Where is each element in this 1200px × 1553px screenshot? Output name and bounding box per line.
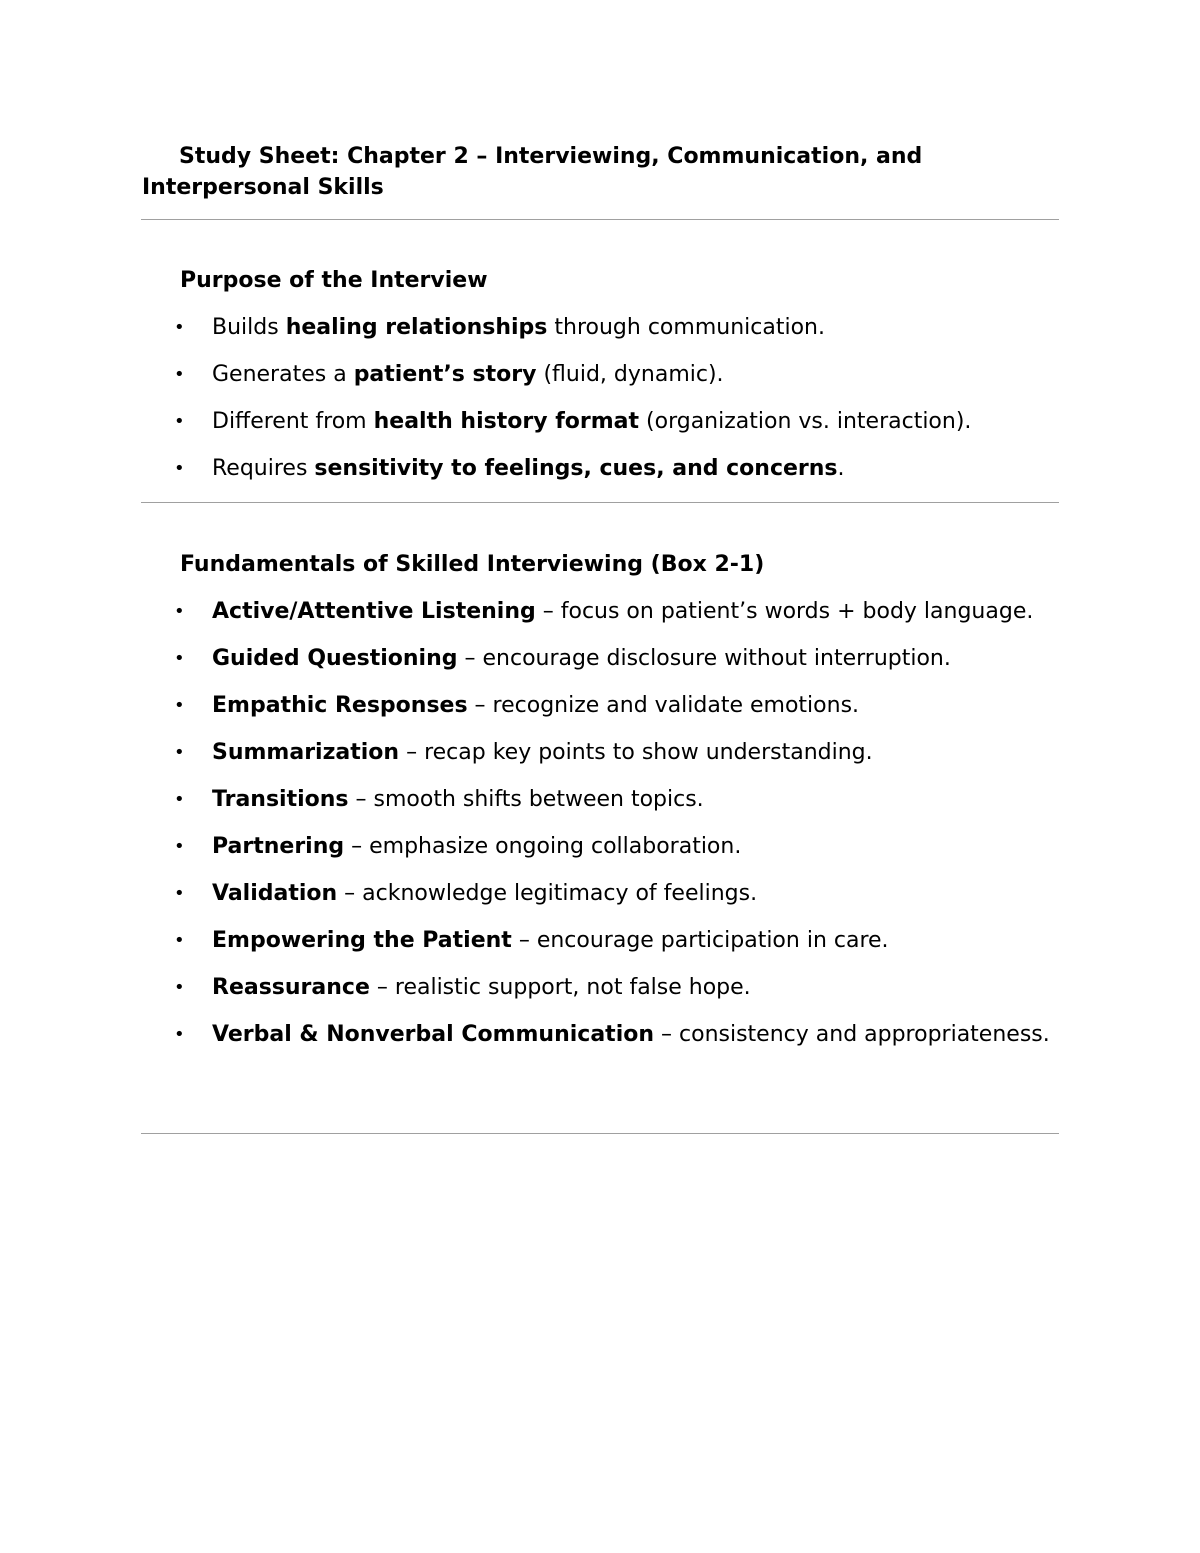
list-item bbox=[0, 359, 1200, 391]
item-suffix: – acknowledge legitimacy of feelings. bbox=[337, 881, 758, 906]
list-item bbox=[0, 453, 1200, 485]
list-item bbox=[0, 690, 1200, 722]
section-heading-fundamentals: Fundamentals of Skilled Interviewing (Box 2-1) bbox=[180, 552, 765, 577]
item-term: Reassurance bbox=[212, 975, 370, 1000]
bullet-icon: • bbox=[174, 1024, 185, 1045]
bullet-icon: • bbox=[174, 977, 185, 998]
list-item bbox=[0, 1019, 1200, 1051]
item-suffix: – consistency and appropriateness. bbox=[654, 1022, 1050, 1047]
list-item bbox=[0, 784, 1200, 816]
list-item bbox=[0, 878, 1200, 910]
item-term: Validation bbox=[212, 881, 338, 906]
item-term: Guided Questioning bbox=[212, 646, 458, 671]
bullet-icon: • bbox=[174, 930, 185, 951]
bullet-icon: • bbox=[174, 742, 185, 763]
item-term: Active/Attentive Listening bbox=[212, 599, 536, 624]
item-suffix: – emphasize ongoing collaboration. bbox=[344, 834, 742, 859]
bullet-icon: • bbox=[174, 458, 185, 479]
fundamentals-list bbox=[0, 596, 1200, 1066]
bullet-icon: • bbox=[174, 836, 185, 857]
list-item bbox=[0, 831, 1200, 863]
list-item bbox=[0, 312, 1200, 344]
divider bbox=[141, 502, 1059, 503]
item-term: Transitions bbox=[212, 787, 349, 812]
item-prefix: Different from bbox=[212, 409, 374, 434]
list-item bbox=[0, 406, 1200, 438]
item-term: patient’s story bbox=[353, 362, 537, 387]
bullet-icon: • bbox=[174, 789, 185, 810]
list-item bbox=[0, 925, 1200, 957]
list-item bbox=[0, 643, 1200, 675]
item-suffix: – focus on patient’s words + body language. bbox=[535, 599, 1034, 624]
bullet-icon: • bbox=[174, 411, 185, 432]
item-suffix: – smooth shifts between topics. bbox=[348, 787, 704, 812]
bullet-icon: • bbox=[174, 695, 185, 716]
bullet-icon: • bbox=[174, 317, 185, 338]
item-suffix: – realistic support, not false hope. bbox=[369, 975, 751, 1000]
item-term: Summarization bbox=[212, 740, 400, 765]
bullet-icon: • bbox=[174, 364, 185, 385]
item-suffix: (fluid, dynamic). bbox=[536, 362, 724, 387]
page-title: Study Sheet: Chapter 2 – Interviewing, Communication, and Interpersonal Skills bbox=[142, 144, 923, 200]
item-term: Empathic Responses bbox=[212, 693, 468, 718]
item-suffix: – recap key points to show understanding. bbox=[399, 740, 873, 765]
bullet-icon: • bbox=[174, 601, 185, 622]
item-term: Partnering bbox=[212, 834, 345, 859]
divider bbox=[141, 1133, 1059, 1134]
item-prefix: Requires bbox=[212, 456, 315, 481]
purpose-list bbox=[0, 312, 1200, 500]
item-suffix: – encourage disclosure without interruption. bbox=[457, 646, 951, 671]
bullet-icon: • bbox=[174, 883, 185, 904]
item-suffix: (organization vs. interaction). bbox=[639, 409, 972, 434]
item-term: health history format bbox=[373, 409, 640, 434]
item-suffix: – encourage participation in care. bbox=[511, 928, 889, 953]
item-prefix: Builds bbox=[212, 315, 286, 340]
item-term: sensitivity to feelings, cues, and concerns bbox=[314, 456, 838, 481]
item-suffix: . bbox=[837, 456, 845, 481]
item-term: healing relationships bbox=[285, 315, 548, 340]
item-term: Empowering the Patient bbox=[212, 928, 512, 953]
item-suffix: – recognize and validate emotions. bbox=[467, 693, 860, 718]
divider bbox=[141, 219, 1059, 220]
list-item bbox=[0, 737, 1200, 769]
item-prefix: Generates a bbox=[212, 362, 354, 387]
section-heading-purpose: Purpose of the Interview bbox=[180, 268, 488, 293]
item-term: Verbal & Nonverbal Communication bbox=[212, 1022, 655, 1047]
item-suffix: through communication. bbox=[547, 315, 825, 340]
bullet-icon: • bbox=[174, 648, 185, 669]
list-item bbox=[0, 596, 1200, 628]
list-item bbox=[0, 972, 1200, 1004]
